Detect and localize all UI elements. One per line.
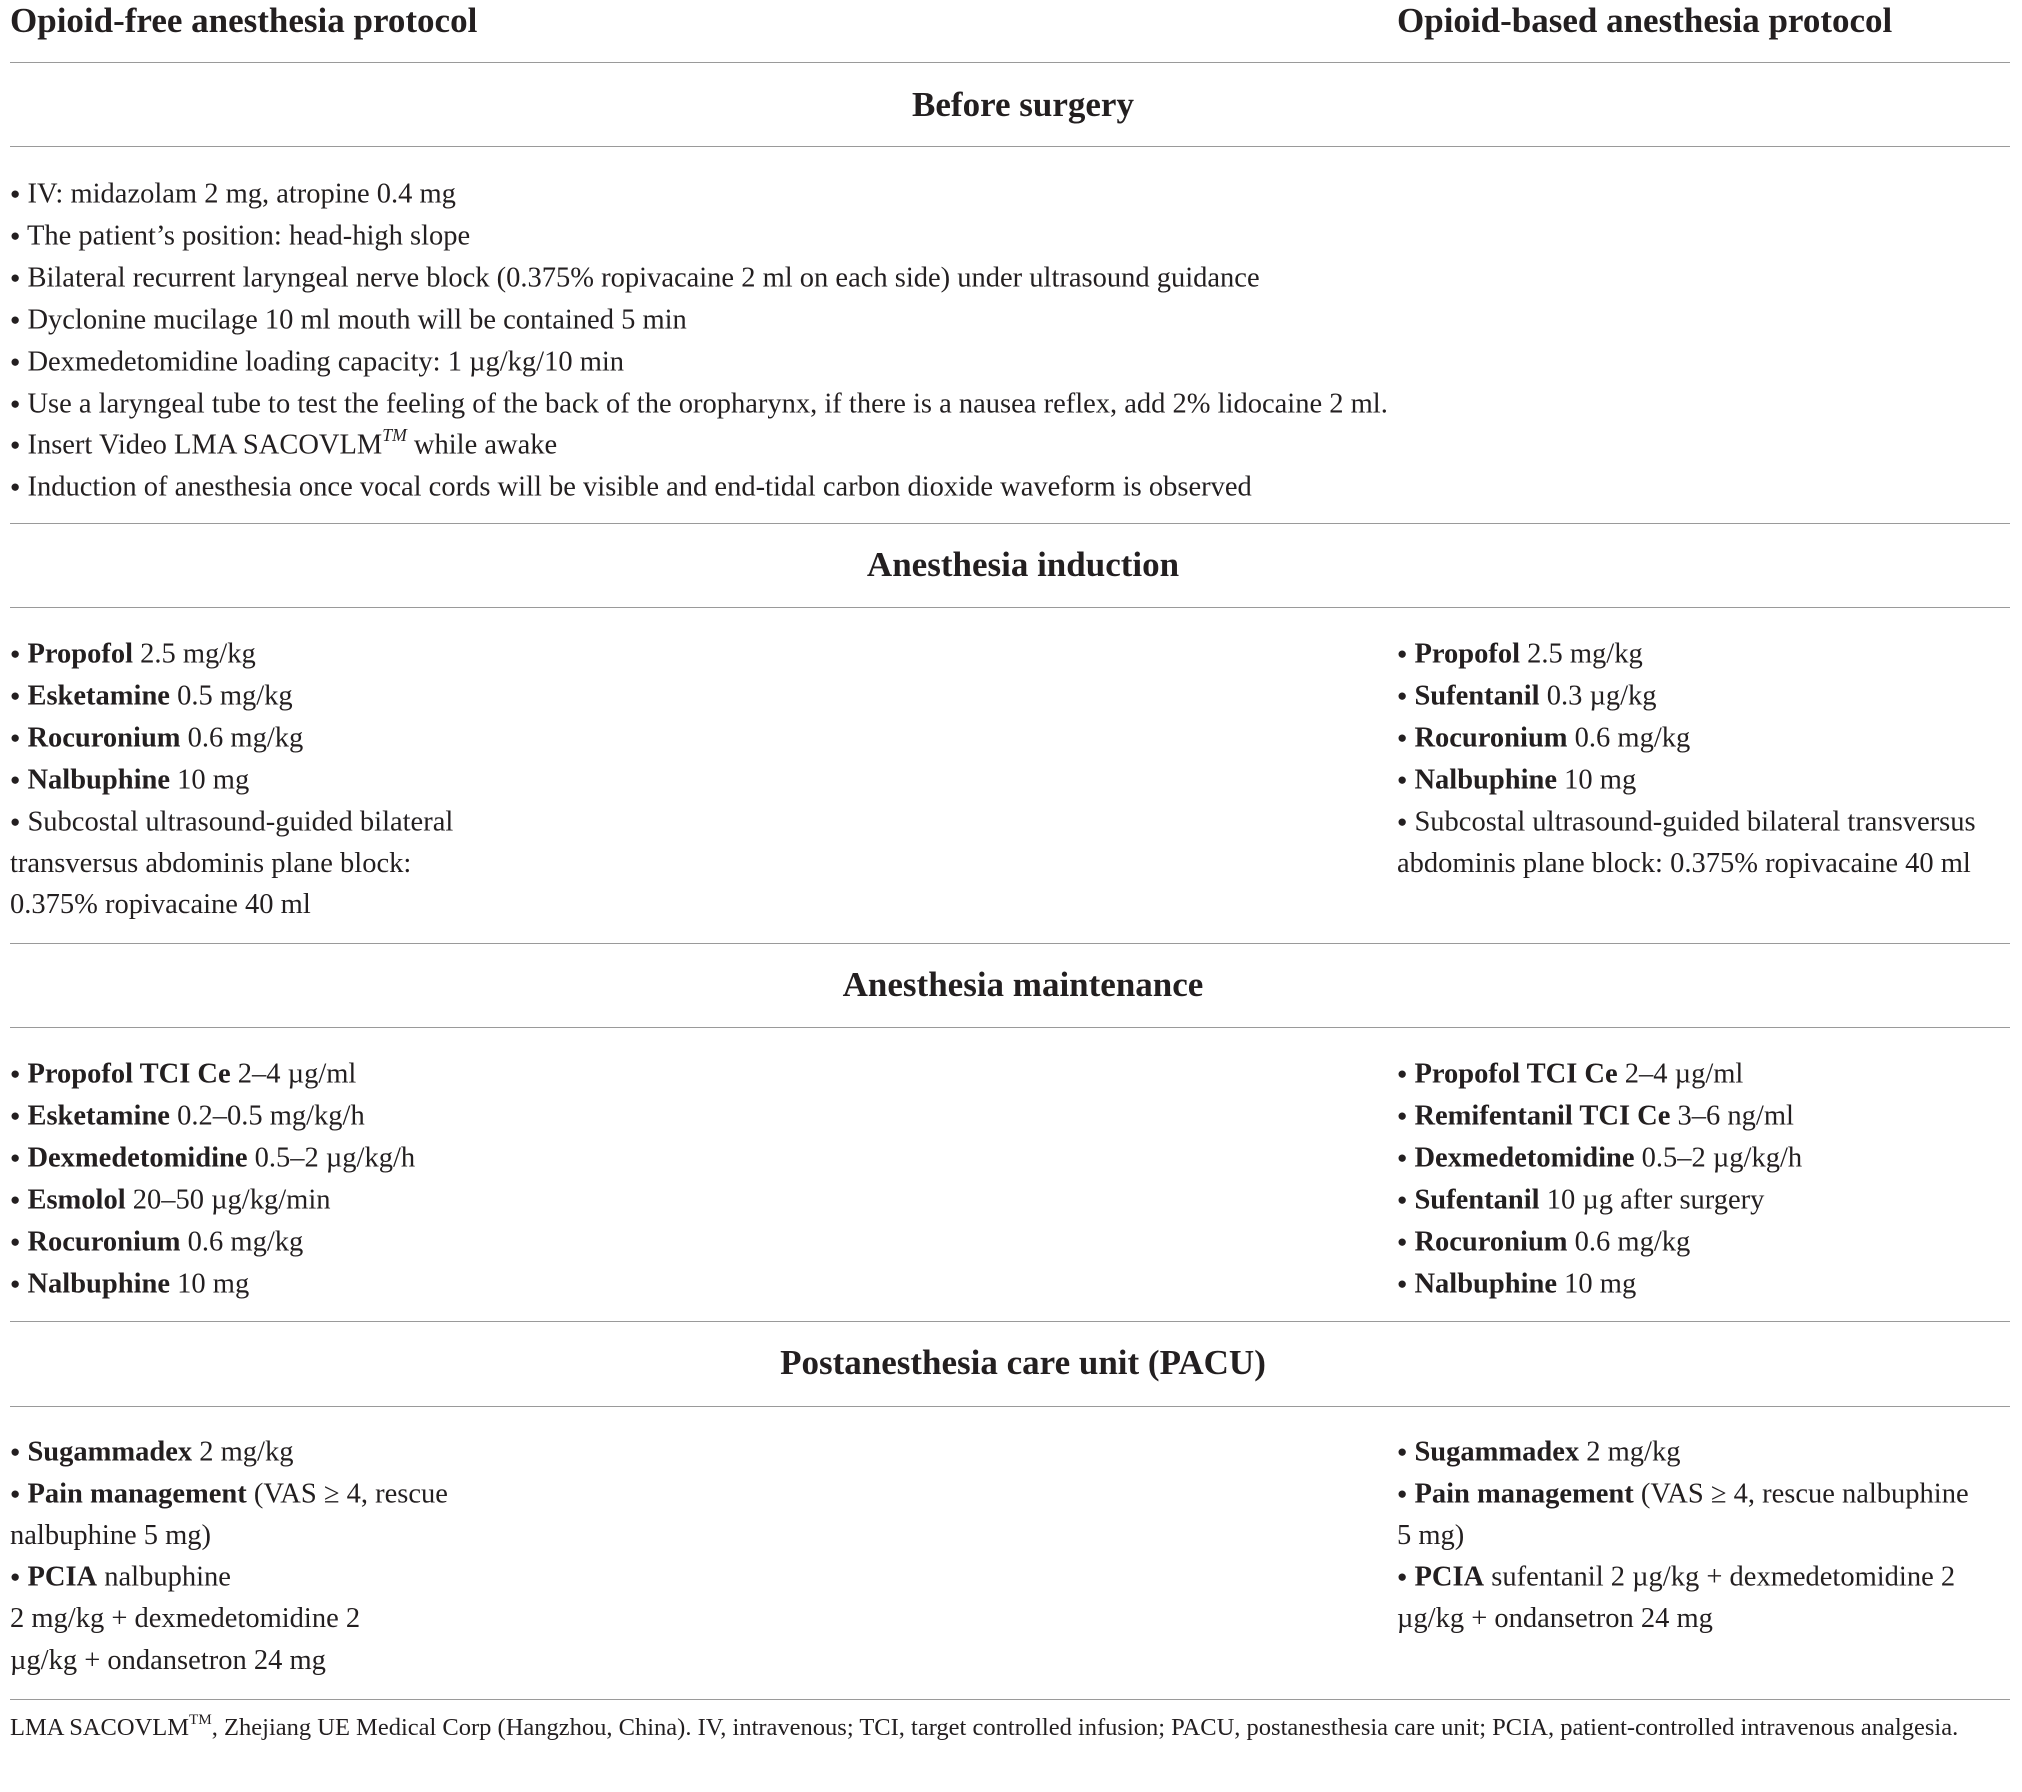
bullet-icon: ● <box>10 769 21 789</box>
list-item: ● Bilateral recurrent laryngeal nerve block (0.375% ropivacaine 2 ml on each side) under ultrasound guidance <box>10 262 1260 294</box>
list-item: ● Rocuronium 0.6 mg/kg <box>1397 1226 1691 1258</box>
bullet-icon: ● <box>10 393 21 413</box>
list-item: ● Nalbuphine 10 mg <box>1397 1267 1637 1299</box>
list-item: ● Sufentanil 10 µg after surgery <box>1397 1184 1765 1216</box>
divider <box>10 607 2010 608</box>
bullet-icon: ● <box>1397 1567 1408 1587</box>
bullet-icon: ● <box>1397 1442 1408 1461</box>
section-title-pacu: Postanesthesia care unit (PACU) <box>780 1343 1266 1382</box>
bullet-icon: ● <box>10 309 21 329</box>
list-item: ● Propofol TCI Ce 2–4 µg/ml <box>10 1058 357 1090</box>
list-item: ● Rocuronium 0.6 mg/kg <box>10 1226 304 1258</box>
list-item: ● Dexmedetomidine 0.5–2 µg/kg/h <box>1397 1142 1803 1174</box>
pacu-list-opioid-free <box>10 1431 650 1681</box>
section-title-before-surgery: Before surgery <box>912 85 1134 124</box>
list-item: ● Nalbuphine 10 mg <box>1397 764 1637 796</box>
divider <box>10 1321 2010 1322</box>
list-item: ● Propofol TCI Ce 2–4 µg/ml <box>1397 1058 1744 1090</box>
maintenance-list-opioid-free <box>10 1053 650 1304</box>
list-item: ● IV: midazolam 2 mg, atropine 0.4 mg <box>10 178 456 210</box>
list-item: ● Subcostal ultrasound-guided bilateral transversus abdominis plane block: 0.375% ropivacaine 40 ml <box>1397 806 1976 879</box>
list-item: ● Esketamine 0.5 mg/kg <box>10 680 293 712</box>
column-header-opioid-free: Opioid-free anesthesia protocol <box>10 1 478 40</box>
list-item: ● Rocuronium 0.6 mg/kg <box>10 722 304 754</box>
divider <box>10 1027 2010 1028</box>
column-header-opioid-based: Opioid-based anesthesia protocol <box>1397 1 1893 40</box>
list-item: ● Pain management (VAS ≥ 4, rescue nalbuphine 5 mg) <box>1397 1478 1969 1551</box>
list-item: ● Sugammadex 2 mg/kg <box>1397 1436 1681 1468</box>
bullet-icon: ● <box>1397 727 1408 747</box>
bullet-icon: ● <box>10 1147 21 1167</box>
list-item: ● Dyclonine mucilage 10 ml mouth will be contained 5 min <box>10 304 687 336</box>
bullet-icon: ● <box>10 727 21 747</box>
list-item: ● Dexmedetomidine loading capacity: 1 µg/kg/10 min <box>10 346 625 378</box>
bullet-icon: ● <box>10 1105 21 1125</box>
list-item: ● Dexmedetomidine 0.5–2 µg/kg/h <box>10 1142 416 1174</box>
divider <box>10 523 2010 524</box>
list-item: ● Rocuronium 0.6 mg/kg <box>1397 722 1691 754</box>
bullet-icon: ● <box>10 435 21 455</box>
list-item: ● Pain management (VAS ≥ 4, rescue nalbuphine 5 mg) <box>10 1478 448 1551</box>
list-item: ● PCIA nalbuphine 2 mg/kg + dexmedetomidine 2 µg/kg + ondansetron 24 mg <box>10 1561 361 1676</box>
induction-list-opioid-free <box>10 633 650 926</box>
list-item: ● Esketamine 0.2–0.5 mg/kg/h <box>10 1100 365 1132</box>
before-surgery-list <box>10 173 1910 508</box>
bullet-icon: ● <box>10 184 21 203</box>
list-item: ● Subcostal ultrasound-guided bilateral transversus abdominis plane block: 0.375% ropivacaine 40 ml <box>10 806 454 921</box>
bullet-icon: ● <box>10 351 21 371</box>
list-item: ● Sugammadex 2 mg/kg <box>10 1436 294 1468</box>
bullet-icon: ● <box>10 644 21 663</box>
section-title-induction: Anesthesia induction <box>866 545 1180 584</box>
bullet-icon: ● <box>10 1483 21 1503</box>
bullet-icon: ● <box>1397 1231 1408 1251</box>
bullet-icon: ● <box>10 1442 21 1461</box>
list-item: ● Propofol 2.5 mg/kg <box>10 638 256 670</box>
bullet-icon: ● <box>10 1231 21 1251</box>
divider <box>10 146 2010 147</box>
bullet-icon: ● <box>10 811 21 831</box>
list-item: ● Insert Video LMA SACOVLM™ while awake <box>10 424 558 461</box>
list-item: ● Use a laryngeal tube to test the feeling of the back of the oropharynx, if there is a nausea reflex, add 2% lidocaine 2 ml. <box>10 387 1388 419</box>
divider <box>10 943 2010 944</box>
divider <box>10 1699 2010 1700</box>
bullet-icon: ● <box>1397 1273 1408 1293</box>
bullet-icon: ● <box>1397 1147 1408 1167</box>
table-footnote: LMA SACOVLM™, Zhejiang UE Medical Corp (Hangzhou, China). IV, intravenous; TCI, target controlled infusion; PACU, postanesthesia care unit; PCIA, patient-controlled intravenous analgesia. <box>10 1710 1959 1741</box>
maintenance-list-opioid-based <box>1397 1053 2017 1304</box>
bullet-icon: ● <box>1397 769 1408 789</box>
bullet-icon: ● <box>1397 1064 1408 1083</box>
section-title-maintenance: Anesthesia maintenance <box>842 965 1204 1004</box>
list-item: ● Propofol 2.5 mg/kg <box>1397 638 1643 670</box>
bullet-icon: ● <box>10 1273 21 1293</box>
bullet-icon: ● <box>1397 1189 1408 1209</box>
bullet-icon: ● <box>10 1189 21 1209</box>
bullet-icon: ● <box>10 1567 21 1587</box>
list-item: ● Induction of anesthesia once vocal cords will be visible and end-tidal carbon dioxide waveform is observed <box>10 471 1252 503</box>
list-item: ● Remifentanil TCI Ce 3–6 ng/ml <box>1397 1100 1794 1132</box>
divider <box>10 1406 2010 1407</box>
bullet-icon: ● <box>10 267 21 287</box>
pacu-list-opioid-based <box>1397 1431 2017 1640</box>
induction-list-opioid-based <box>1397 633 2017 884</box>
bullet-icon: ● <box>1397 685 1408 705</box>
bullet-icon: ● <box>1397 811 1408 831</box>
bullet-icon: ● <box>10 225 21 245</box>
bullet-icon: ● <box>10 477 21 497</box>
bullet-icon: ● <box>10 1064 21 1083</box>
list-item: ● Nalbuphine 10 mg <box>10 764 250 796</box>
list-item: ● Esmolol 20–50 µg/kg/min <box>10 1184 331 1216</box>
list-item: ● Nalbuphine 10 mg <box>10 1267 250 1299</box>
bullet-icon: ● <box>10 685 21 705</box>
bullet-icon: ● <box>1397 644 1408 663</box>
list-item: ● PCIA sufentanil 2 µg/kg + dexmedetomidine 2 µg/kg + ondansetron 24 mg <box>1397 1561 1956 1635</box>
bullet-icon: ● <box>1397 1483 1408 1503</box>
bullet-icon: ● <box>1397 1105 1408 1125</box>
list-item: ● The patient’s position: head-high slope <box>10 220 471 252</box>
list-item: ● Sufentanil 0.3 µg/kg <box>1397 680 1657 712</box>
divider <box>10 62 2010 63</box>
